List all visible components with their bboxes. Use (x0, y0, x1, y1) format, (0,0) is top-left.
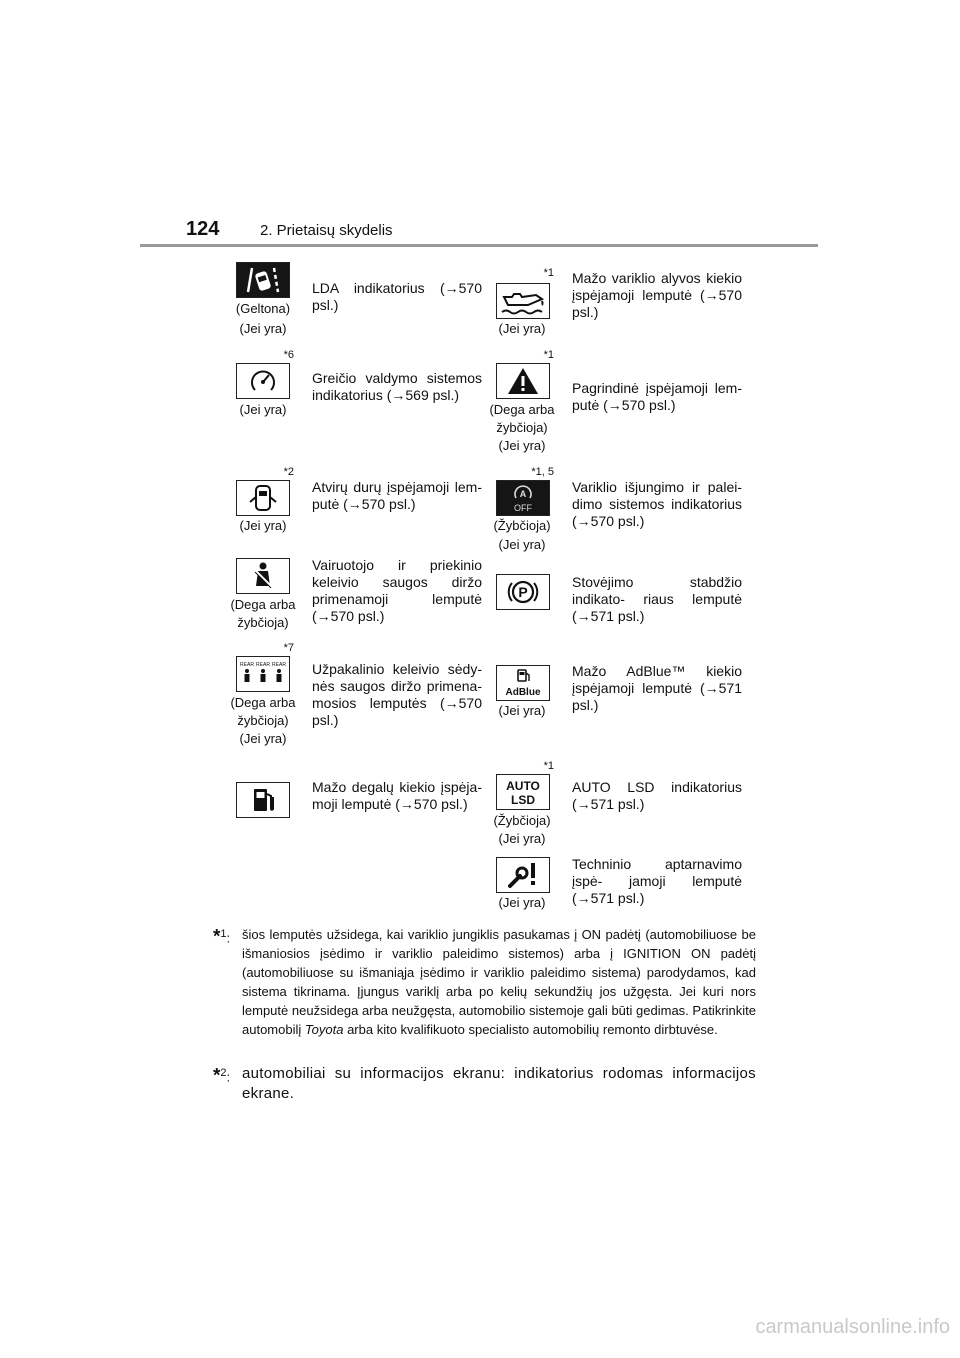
indicator-description: Stovėjimo stabdžio indikato- riaus lemputė (→571 psl.) (572, 574, 742, 624)
svg-text:REAR: REAR (272, 662, 286, 668)
caption: (Jei yra) (239, 518, 287, 533)
caption: (Žybčioja) (493, 518, 551, 533)
indicator-description: Atvirų durų įspėjamoji lem- putė (→570 psl.) (312, 479, 482, 512)
indicator-description: Mažo AdBlue™ kiekio įspėjamoji lemputė (→571 psl.) (572, 663, 742, 713)
caption: (Jei yra) (498, 321, 546, 336)
header-divider (140, 244, 818, 247)
footnote-ref: *2 (283, 466, 294, 478)
footnote-ref: *1 (543, 349, 554, 361)
auto-lsd-icon (496, 774, 550, 810)
caption: (Jei yra) (498, 703, 546, 718)
caption: (Geltona) (235, 301, 291, 316)
footnote-2 (213, 1064, 758, 1108)
page-number: 124 (186, 218, 220, 240)
parking-brake-icon (496, 574, 550, 610)
footnote-ref: *6 (283, 349, 294, 361)
chapter-title: 2. Prietaisų skydelis (260, 222, 393, 239)
svg-text:REAR: REAR (256, 662, 270, 668)
rear-seatbelt-icon (236, 656, 290, 692)
speedometer-icon (236, 363, 290, 399)
caption: (Jei yra) (498, 537, 546, 552)
caption: (Jei yra) (239, 731, 287, 746)
stop-start-off-icon (496, 480, 550, 516)
caption: (Jei yra) (239, 321, 287, 336)
footnote-ref: *1, 5 (531, 466, 554, 478)
footnote-ref: *1 (543, 760, 554, 772)
footnote-marker: *$^1$: (213, 926, 231, 948)
open-door-icon (236, 480, 290, 516)
caption: (Dega arba (489, 402, 555, 417)
footnote-1 (213, 925, 758, 1065)
footnote-text: automobiliai su informacijos ekranu: indikatorius rodomas informacijos ekrane. (242, 1065, 756, 1102)
footnote-ref: *7 (283, 642, 294, 654)
indicator-description: Užpakalinio keleivio sėdy- nės saugos diržo primena- mosios lemputės (→570 psl.) (312, 661, 482, 728)
indicator-description: Techninio aptarnavimo įspė- jamoji lemputė (→571 psl.) (572, 856, 742, 906)
adblue-icon (496, 665, 550, 701)
caption: (Dega arba (230, 597, 296, 612)
indicator-description: LDA indikatorius (→570 psl.) (312, 280, 482, 313)
svg-text:REAR: REAR (240, 662, 254, 668)
caption: žybčioja) (237, 615, 289, 630)
oil-can-icon (496, 283, 550, 319)
caption: (Jei yra) (239, 402, 287, 417)
indicator-description: Variklio išjungimo ir palei- dimo sistemos indikatorius (→570 psl.) (572, 479, 742, 529)
caption: (Jei yra) (498, 831, 546, 846)
warning-triangle-icon (496, 363, 550, 399)
maintenance-icon (496, 857, 550, 893)
footnote-text: šios lemputės užsidega, kai variklio jungiklis pasukamas į ON padėtį (automobiliuose be išmaniosios įsėdimo ir variklio paleidimo sistemos) arba į IGNITION ON padėtį (automobiliuose su išmaniąja įsėdimo ir variklio paleidimo sistema) parodydamos, kad sistema tikrinama. Įjungus variklį arba po kelių sekundžių jos užgęsta. Jei kuri nors lemputė neužsidega arba neužgęsta, automobilio sistemoje gali būti gedimas. Patikrinkite automobilį Toyota arba kito kvalifikuoto specialisto automobilių remonto dirbtuvėse. (242, 927, 756, 1037)
indicator-description: AUTO LSD indikatorius (→571 psl.) (572, 779, 742, 812)
svg-text:OFF: OFF (514, 503, 532, 513)
brand-name: Toyota (304, 1022, 344, 1037)
svg-text:AUTO: AUTO (506, 779, 540, 793)
svg-text:LSD: LSD (511, 793, 535, 807)
caption: žybčioja) (496, 420, 548, 435)
indicator-description: Mažo degalų kiekio įspėja- moji lemputė (→570 psl.) (312, 779, 482, 812)
footnote-ref: *1 (543, 267, 554, 279)
watermark: carmanualsonline.info (755, 1316, 950, 1338)
fuel-pump-icon (236, 782, 290, 818)
caption: (Žybčioja) (493, 813, 551, 828)
svg-text:P: P (518, 584, 528, 600)
indicator-description: Greičio valdymo sistemos indikatorius (→569 psl.) (312, 370, 482, 403)
lane-departure-alert-icon (236, 262, 290, 298)
indicator-description: Pagrindinė įspėjamoji lem- putė (→570 psl.) (572, 380, 742, 413)
seatbelt-icon (236, 558, 290, 594)
footnote-marker: *$^2$: (213, 1065, 231, 1087)
indicator-description: Vairuotojo ir priekinio keleivio saugos diržo primenamoji lemputė (→570 psl.) (312, 557, 482, 624)
caption: žybčioja) (237, 713, 289, 728)
indicator-description: Mažo variklio alyvos kiekio įspėjamoji lemputė (→570 psl.) (572, 270, 742, 320)
caption: (Dega arba (230, 695, 296, 710)
caption: (Jei yra) (498, 895, 546, 910)
caption: (Jei yra) (498, 438, 546, 453)
svg-text:AdBlue: AdBlue (505, 687, 541, 698)
svg-text:A: A (519, 489, 527, 499)
